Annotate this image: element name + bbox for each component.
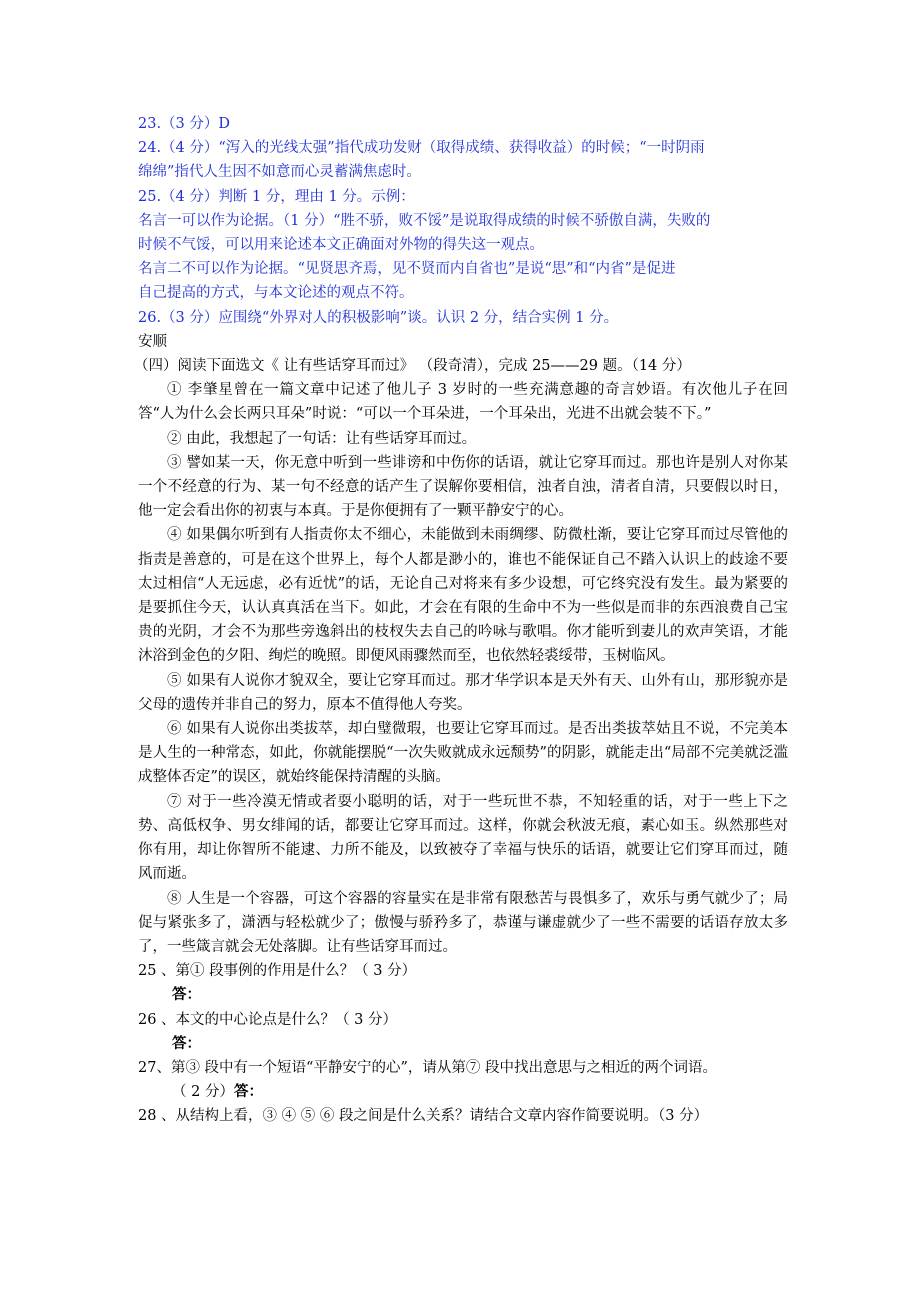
section-intro: （四）阅读下面选文《 让有些话穿耳而过》 （段奇清），完成 25——29 题。（14 分） bbox=[134, 358, 691, 375]
paragraph-2: ② 由此，我想起了一句话：让有些话穿耳而过。 bbox=[167, 430, 477, 447]
answer-line-24: 24.（4 分）“泻入的光线太强”指代成功发财（取得成绩、获得收益）的时候；“一时阴雨 bbox=[138, 140, 705, 157]
answer-line-25: 25.（4 分）判断 1 分，理由 1 分。示例： bbox=[138, 188, 415, 205]
paragraph-1: ① 李肇星曾在一篇文章中记述了他儿子 3 岁时的一些充满意趣的奇言妙语。有次他儿子在回答“人为什么会长两只耳朵”时说：“可以一个耳朵进，一个耳朵出，光进不出就会装不下。” bbox=[138, 382, 788, 423]
place-label: 安顺 bbox=[138, 333, 167, 350]
question-28: 28 、从结构上看，③ ④ ⑤ ⑥ 段之间是什么关系？请结合文章内容作简要说明。（3 分） bbox=[138, 1108, 709, 1125]
paragraph-8: ⑧ 人生是一个容器，可这个容器的容量实在是非常有限愁苦与畏惧多了，欢乐与勇气就少了；局促与紧张多了，潇洒与轻松就少了；傲慢与骄矜多了，恭谨与谦虚就少了一些不需要的话语存放太多了，一些箴言就会无处落脚。让有些话穿耳而过。 bbox=[138, 890, 788, 955]
answer-line-24-cont: 绵绵”指代人生因不如意而心灵蓄满焦虑时。 bbox=[138, 164, 421, 181]
answer-line-23: 23.（3 分）D bbox=[138, 116, 231, 132]
question-26: 26 、本文的中心论点是什么？（ 3 分） bbox=[138, 1011, 398, 1028]
question-25: 25 、第① 段事例的作用是什么？（ 3 分） bbox=[138, 963, 417, 980]
paragraph-5: ⑤ 如果有人说你才貌双全，要让它穿耳而过。那才华学识本是天外有天、山外有山，那形貌亦是父母的遗传并非自己的努力，原本不值得他人夸奖。 bbox=[138, 672, 788, 713]
question-27-score: （ 2 分） bbox=[172, 1084, 234, 1101]
paragraph-3: ③ 譬如某一天，你无意中听到一些诽谤和中伤你的话语，就让它穿耳而过。那也许是别人对你某一个不经意的行为、某一句不经意的话产生了误解你要相信，浊者自浊，清者自清，只要假以时日，他一定会看出你的初衷与本真。于是你便拥有了一颗平静安宁的心。 bbox=[138, 454, 788, 520]
answer-label-26: 答： bbox=[172, 1034, 201, 1052]
answer-line-25-a: 名言一可以作为论据。（1 分）“胜不骄，败不馁”是说取得成绩的时候不骄傲自满，失败的 bbox=[138, 212, 711, 229]
document-page bbox=[134, 112, 788, 1129]
question-27-tail bbox=[138, 1080, 788, 1104]
paragraph-6: ⑥ 如果有人说你出类拔萃，却白璧微瑕，也要让它穿耳而过。是否出类拔萃姑且不说，不完美本是人生的一种常态，如此，你就能摆脱“一次失败就成永远颓势”的阴影，就能走出“局部不完美就泛滥成整体否定”的误区，就始终能保持清醒的头脑。 bbox=[138, 721, 788, 786]
paragraph-7: ⑦ 对于一些冷漠无情或者耍小聪明的话，对于一些玩世不恭，不知轻重的话，对于一些上下之势、高低权争、男女绯闻的话，都要让它穿耳而过。这样，你就会秋波无痕，素心如玉。纵然那些对你有用，却让你智所不能逮、力所不能及，以致被夺了幸福与快乐的话语，就要让它们穿耳而过，随风而逝。 bbox=[138, 793, 788, 883]
answer-label-25: 答： bbox=[172, 986, 201, 1004]
answer-line-25-b: 时候不气馁，可以用来论述本文正确面对外物的得失这一观点。 bbox=[138, 237, 544, 254]
question-27: 27、第③ 段中有一个短语“平静安宁的心”，请从第⑦ 段中找出意思与之相近的两个词语。 bbox=[138, 1059, 717, 1076]
paragraph-4: ④ 如果偶尔听到有人指责你太不细心，未能做到未雨绸缪、防微杜渐，要让它穿耳而过尽管他的指责是善意的，可是在这个世界上，每个人都是渺小的，谁也不能保证自己不踏入认识上的歧途不要太过相信“人无远虑，必有近忧”的话，无论自己对将来有多少设想，可它终究没有发生。最为紧要的是要抓住今天，认认真真活在当下。如此，才会在有限的生命中不为一些似是而非的东西浪费自己宝贵的光阴，才会不为那些旁逸斜出的枝杈失去自己的吟咏与歌唱。你才能听到妻儿的欢声笑语，才能沐浴到金色的夕阳、绚烂的晚照。即便风雨骤然而至，也依然轻裘绥带，玉树临风。 bbox=[138, 527, 788, 665]
answer-line-25-d: 自己提高的方式，与本文论述的观点不符。 bbox=[138, 285, 414, 302]
answer-line-25-c: 名言二不可以作为论据。“见贤思齐焉，见不贤而内自省也”是说“思”和“内省”是促进 bbox=[138, 261, 676, 278]
answer-line-26: 26.（3 分）应围绕“外界对人的积极影响”谈。认识 2 分，结合实例 1 分。 bbox=[138, 309, 619, 326]
answer-label-27: 答： bbox=[233, 1083, 263, 1101]
